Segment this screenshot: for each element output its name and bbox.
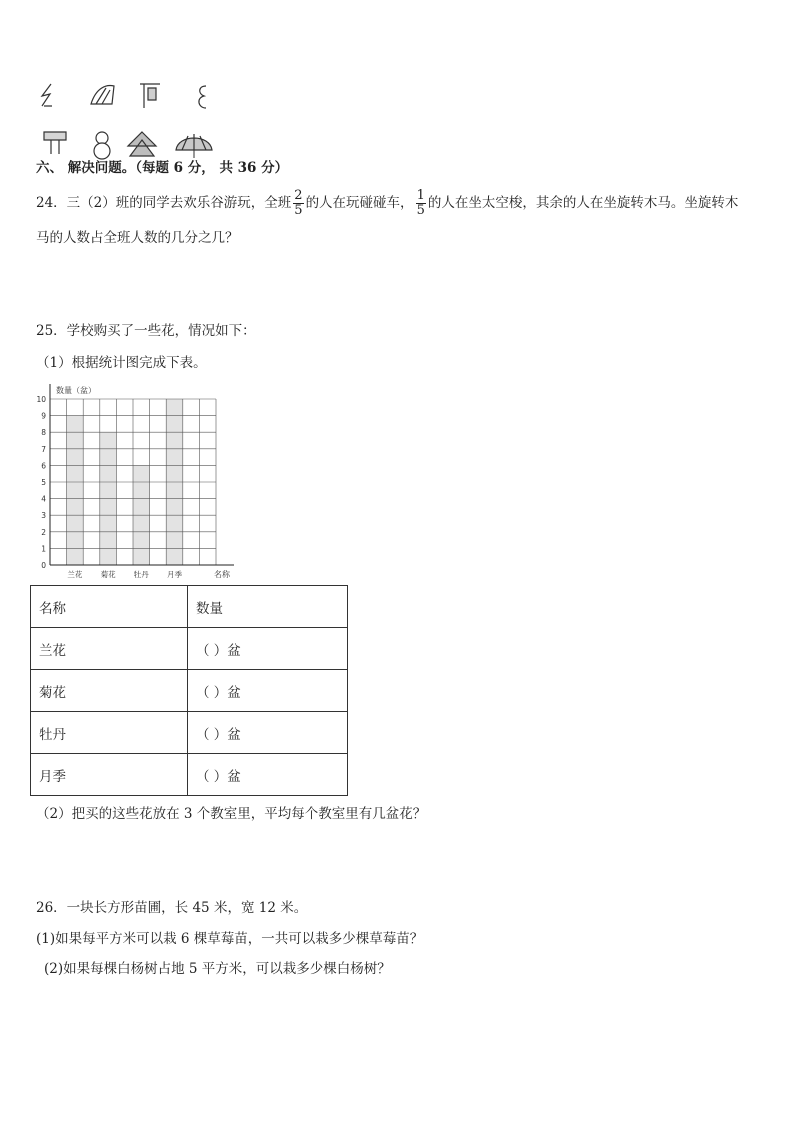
table-header-qty: 数量 [188, 586, 348, 628]
x-tick-label: 牡丹 [133, 570, 149, 579]
table-cell-qty[interactable]: （ ）盆 [188, 670, 348, 712]
y-tick-label: 7 [41, 444, 46, 454]
x-axis-label: 名称 [214, 570, 230, 579]
y-tick-label: 10 [36, 395, 46, 404]
y-tick-label: 4 [41, 494, 46, 504]
question-24 [36, 183, 738, 223]
q25-sub1: （1）根据统计图完成下表。 [36, 355, 207, 371]
fraction-two-fifths: $\frac{2}{5}$ [294, 187, 303, 218]
table-row [31, 628, 348, 670]
q25-sub2: （2）把买的这些花放在 3 个教室里，平均每个教室里有几盆花？ [36, 806, 427, 822]
table-cell-name: 兰花 [31, 628, 188, 670]
table-header-row [31, 586, 348, 628]
snowman-shape-icon [94, 132, 110, 159]
x-tick-label: 兰花 [67, 570, 83, 579]
y-axis-label: 数量（盆） [56, 386, 96, 395]
q26-intro: 26．一块长方形苗圃，长 45 米，宽 12 米。 [36, 900, 308, 916]
section-note: （每题 6 分， 共 36 分） [135, 160, 289, 176]
table-cell-qty[interactable]: （ ）盆 [188, 754, 348, 796]
flower-bar-chart [30, 382, 240, 582]
q24-line2: 马的人数占全班人数的几分之几？ [36, 230, 239, 246]
x-tick-label: 月季 [167, 570, 182, 579]
q26-sub1: (1)如果每平方米可以栽 6 棵草莓苗，一共可以栽多少棵草莓苗？ [36, 931, 424, 947]
fraction-one-fifth: $\frac{1}{5}$ [416, 187, 425, 218]
y-tick-label: 8 [41, 428, 46, 438]
q24-part1: 24．三（2）班的同学去欢乐谷游玩，全班 [36, 195, 292, 211]
figure-row-bottom [36, 128, 236, 162]
table-cell-qty[interactable]: （ ）盆 [188, 628, 348, 670]
mushroom-shape-icon [44, 132, 66, 154]
umbrella-shape-icon [176, 134, 212, 158]
q24-part3: 的人在坐太空梭，其余的人在坐旋转木马。坐旋转木 [427, 195, 739, 211]
y-tick-label: 6 [41, 461, 46, 471]
y-tick-label: 3 [41, 511, 46, 521]
table-row [31, 670, 348, 712]
table-row [31, 712, 348, 754]
q25-intro: 25．学校购买了一些花，情况如下： [36, 323, 256, 339]
y-tick-label: 0 [41, 561, 46, 570]
figure-row-top [36, 78, 226, 114]
table-cell-name: 月季 [31, 754, 188, 796]
bar-兰花 [67, 416, 84, 565]
table-row [31, 754, 348, 796]
table-cell-name: 菊花 [31, 670, 188, 712]
y-tick-label: 9 [41, 411, 46, 421]
y-tick-label: 5 [41, 478, 46, 487]
table-header-name: 名称 [31, 586, 188, 628]
shape-lightning-icon [36, 78, 226, 114]
table-cell-qty[interactable]: （ ）盆 [188, 712, 348, 754]
table-cell-name: 牡丹 [31, 712, 188, 754]
q26-sub2: (2)如果每棵白杨树占地 5 平方米，可以栽多少棵白杨树？ [44, 961, 391, 977]
q24-part2: 的人在玩碰碰车， [305, 195, 414, 211]
y-tick-label: 1 [41, 544, 46, 554]
tree-shape-icon [128, 132, 156, 156]
y-tick-label: 2 [41, 527, 46, 537]
x-tick-label: 菊花 [100, 570, 116, 579]
section-title: 六、 解决问题。 [36, 160, 136, 176]
flower-table [30, 585, 348, 796]
